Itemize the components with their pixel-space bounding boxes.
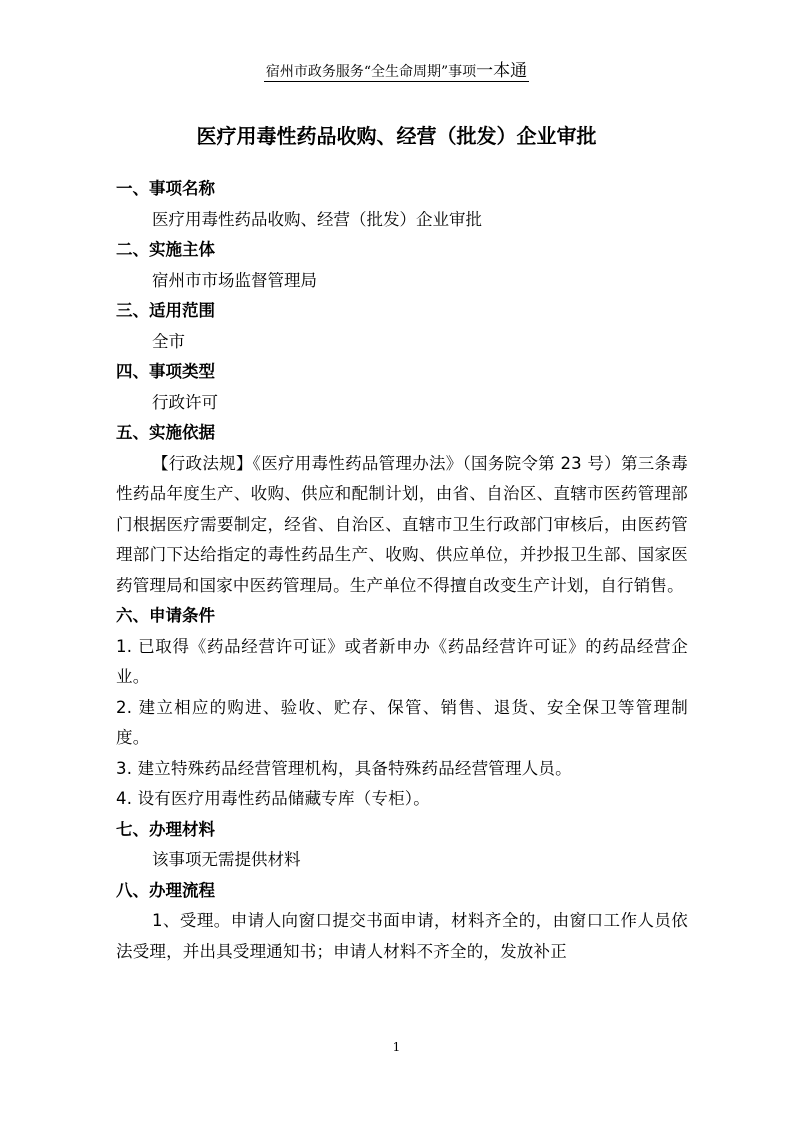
condition-item: 2. 建立相应的购进、验收、贮存、保管、销售、退货、安全保卫等管理制度。 [116,697,688,747]
section-heading-conditions: 六、申请条件 [116,606,215,625]
section-heading-item-name: 一、事项名称 [116,179,215,198]
document-title: 医疗用毒性药品收购、经营（批发）企业审批 [196,124,597,148]
section-content-materials: 该事项无需提供材料 [152,850,301,869]
section-content-scope: 全市 [152,331,185,351]
section-heading-materials: 七、办理材料 [116,819,215,839]
condition-item: 3. 建立特殊药品经营管理机构，具备特殊药品经营管理人员。 [116,758,572,778]
section-content-process: 1、受理。申请人向窗口提交书面申请，材料齐全的，由窗口工作人员依法受理，并出具受理通知书；申请人材料不齐全的，发放补正 [116,911,688,961]
header-suffix: 一本通 [476,61,528,81]
section-content-legal-basis: 【行政法规】《医疗用毒性药品管理办法》（国务院令第 23 号）第三条毒性药品年度生产、收购、供应和配制计划，由省、自治区、直辖市医药管理部门根据医疗需要制定，经省、自治区、直辖市卫生行政部门审核后，由医药管理部门下达给指定的毒性药品生产、收购、供应单位，并抄报卫生部、国家医药管理局和国家中医药管理局。生产单位不得擅自改变生产计划，自行销售。 [116,453,688,595]
section-content-implementing-body: 宿州市市场监督管理局 [152,270,317,290]
section-heading-process: 八、办理流程 [116,880,215,900]
running-header [0,62,793,81]
document-body [116,174,688,967]
section-content-item-type: 行政许可 [152,392,218,412]
header-text [264,61,529,82]
condition-item: 4. 设有医疗用毒性药品储藏专库（专柜）。 [116,789,430,808]
condition-item: 1. 已取得《药品经营许可证》或者新申办《药品经营许可证》的药品经营企业。 [116,636,688,686]
section-heading-scope: 三、适用范围 [116,301,215,320]
header-prefix: 宿州市政务服务“全生命周期”事项 [265,64,477,80]
section-heading-legal-basis: 五、实施依据 [116,423,215,442]
section-heading-implementing-body: 二、实施主体 [116,240,215,259]
page-number: 1 [392,1040,401,1054]
section-heading-item-type: 四、事项类型 [116,362,215,381]
section-content-item-name: 医疗用毒性药品收购、经营（批发）企业审批 [152,209,482,229]
